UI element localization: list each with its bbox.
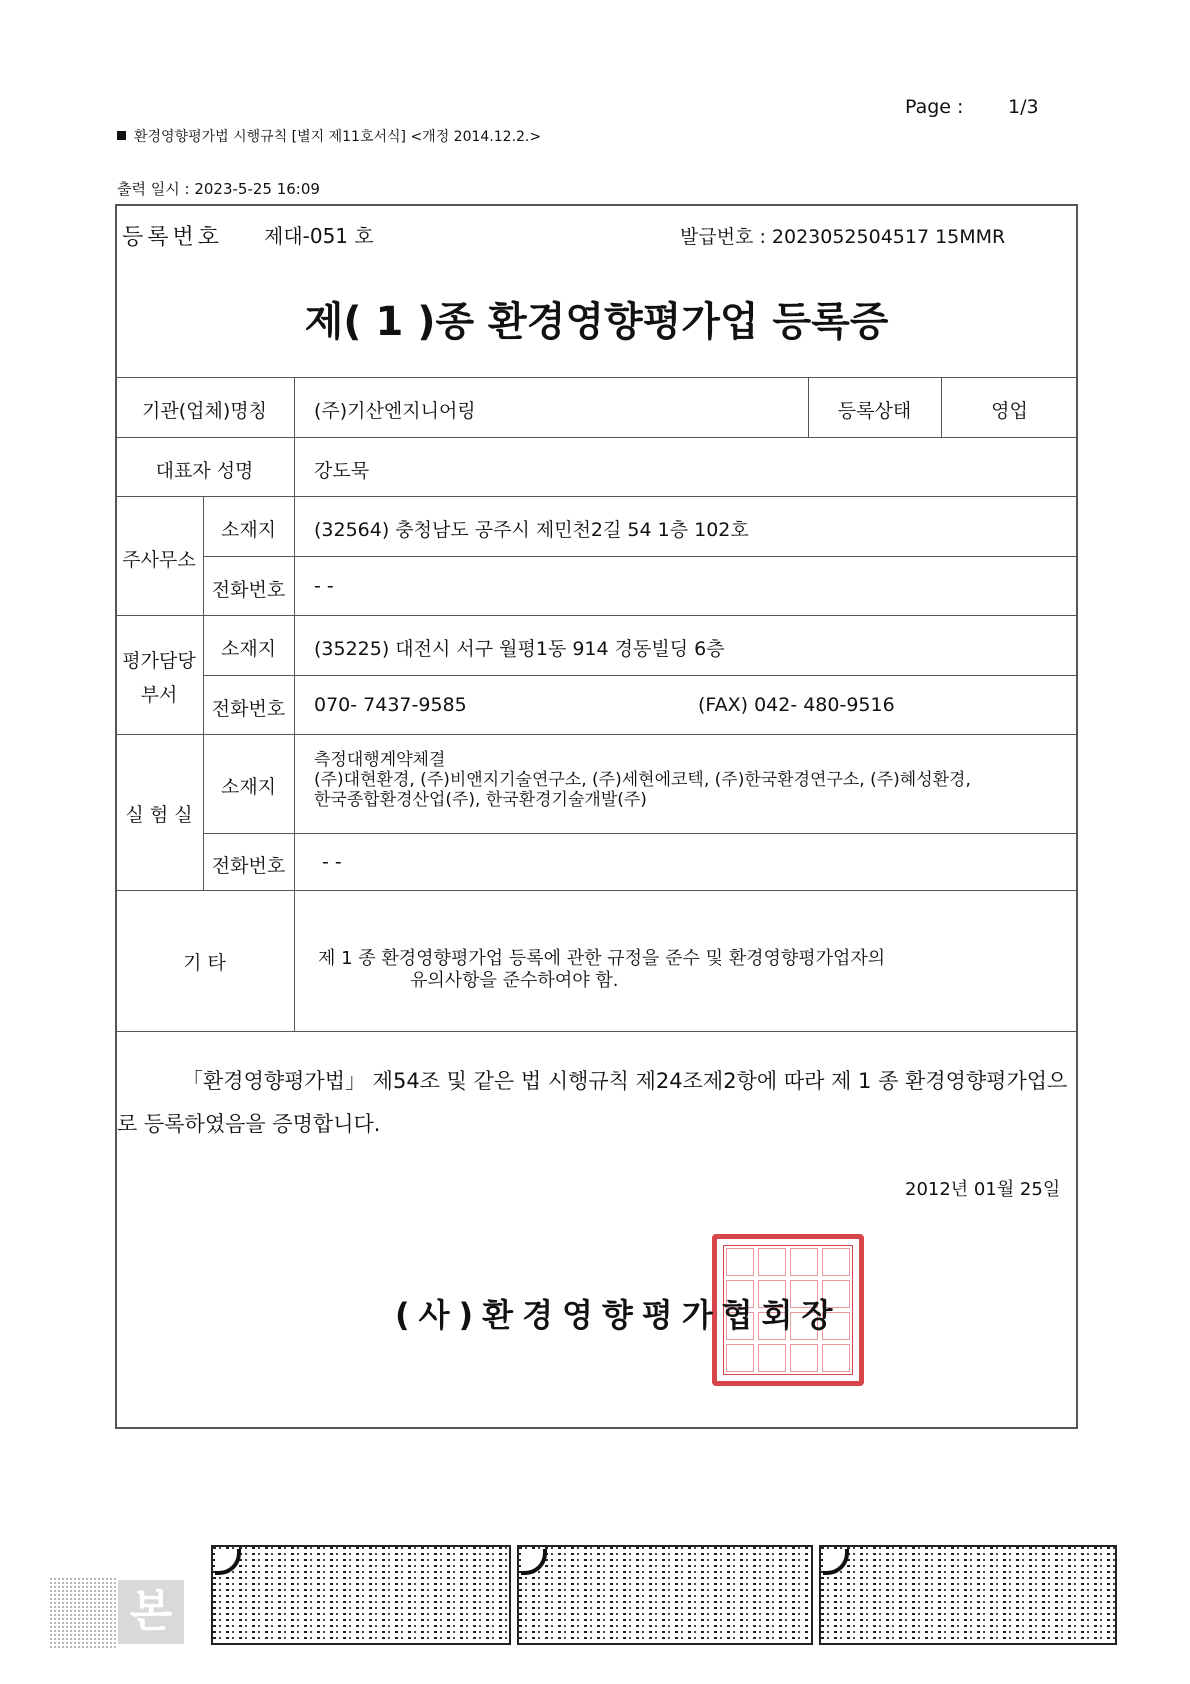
ceo-label: 대표자 성명 (155, 460, 254, 482)
dept-address: (35225) 대전시 서구 월평1동 914 경동빌딩 6층 (314, 638, 725, 660)
divider (115, 437, 1078, 438)
seal-glyph-cell (758, 1248, 786, 1276)
page-label: Page : (905, 96, 964, 118)
issuer-name: (사)환경영향평가협회장 (395, 1296, 842, 1334)
seal-glyph-cell (822, 1248, 850, 1276)
head-office-address-label: 소재지 (220, 519, 277, 541)
divider (203, 675, 1078, 676)
lab-address-line: (주)대현환경, (주)비앤지기술연구소, (주)세현에코텍, (주)한국환경연구소, (주)혜성환경, (314, 770, 971, 790)
head-office-label: 주사무소 (122, 549, 196, 571)
2d-barcode (517, 1545, 813, 1645)
head-office-address: (32564) 충청남도 공주시 제민천2길 54 1층 102호 (314, 519, 749, 541)
dept-fax: (FAX) 042- 480-9516 (698, 694, 895, 716)
company-name: (주)기산엔지니어링 (314, 400, 476, 422)
etc-label: 기 타 (183, 952, 226, 974)
seal-glyph-cell (790, 1248, 818, 1276)
divider (115, 615, 1078, 616)
lab-address (314, 750, 971, 810)
dept-phone-label: 전화번호 (211, 698, 286, 720)
lab-phone-label: 전화번호 (211, 855, 286, 877)
lab-phone: - - (322, 851, 342, 873)
barcode-corner-mark (823, 1549, 849, 1575)
seal-glyph-cell (726, 1344, 754, 1372)
print-time: 출력 일시 : 2023-5-25 16:09 (117, 180, 320, 198)
divider (294, 377, 295, 1031)
registration-number-label: 등록번호 (122, 225, 224, 250)
seal-glyph-cell (790, 1344, 818, 1372)
issue-date: 2012년 01월 25일 (905, 1179, 1061, 1200)
divider (203, 833, 1078, 834)
seal-glyph-cell (726, 1248, 754, 1276)
certificate-title: 제( 1 )종 환경영향평가업 등록증 (304, 299, 889, 345)
status-value: 영업 (991, 400, 1028, 422)
seal-glyph-cell (822, 1344, 850, 1372)
certification-text: 「환경영향평가법」 제54조 및 같은 법 시행규칙 제24조제2항에 따라 제 1 종 환경영향평가업으로 등록하였음을 증명합니다. (117, 1069, 1068, 1136)
ceo-name: 강도묵 (314, 460, 370, 482)
divider (115, 734, 1078, 735)
logo-pattern (50, 1576, 118, 1648)
barcode-corner-mark (215, 1549, 241, 1575)
dept-label-line2: 부서 (140, 684, 178, 706)
company-name-label: 기관(업체)명칭 (142, 400, 267, 422)
certificate-frame (115, 204, 1078, 1429)
lab-address-label: 소재지 (220, 776, 277, 798)
dept-phone: 070- 7437-9585 (314, 694, 467, 716)
lab-address-line: 측정대행계약체결 (314, 750, 446, 770)
registration-number: 제대-051 호 (264, 224, 374, 248)
dept-address-label: 소재지 (220, 638, 277, 660)
divider (203, 496, 204, 890)
etc-line: 제 1 종 환경영향평가업 등록에 관한 규정을 준수 및 환경영향평가업자의 (318, 948, 886, 969)
square-bullet-icon (117, 131, 126, 140)
form-reference (117, 126, 541, 146)
lab-address-line: 한국종합환경산업(주), 한국환경기술개발(주) (314, 790, 647, 810)
logo-char: 본 (118, 1580, 184, 1644)
head-office-phone: - - (314, 575, 334, 597)
divider (115, 377, 1078, 378)
form-reference-text: 환경영향평가법 시행규칙 [별지 제11호서식] <개정 2014.12.2.> (134, 129, 542, 145)
page-number: 1/3 (1008, 96, 1039, 118)
2d-barcode (211, 1545, 511, 1645)
lab-label: 실 험 실 (125, 804, 193, 826)
seal-glyph-cell (758, 1344, 786, 1372)
status-label: 등록상태 (837, 400, 912, 422)
divider (115, 1031, 1078, 1032)
2d-barcode (819, 1545, 1117, 1645)
etc-line: 유의사항을 준수하여야 함. (410, 970, 619, 991)
head-office-phone-label: 전화번호 (211, 579, 286, 601)
barcode-corner-mark (521, 1549, 547, 1575)
document-logo (50, 1576, 188, 1648)
divider (115, 496, 1078, 497)
etc-content (318, 948, 885, 992)
issue-number: 발급번호 : 2023052504517 15MMR (680, 226, 1006, 248)
divider (115, 890, 1078, 891)
divider (203, 556, 1078, 557)
dept-label-line1: 평가담당 (122, 650, 196, 672)
